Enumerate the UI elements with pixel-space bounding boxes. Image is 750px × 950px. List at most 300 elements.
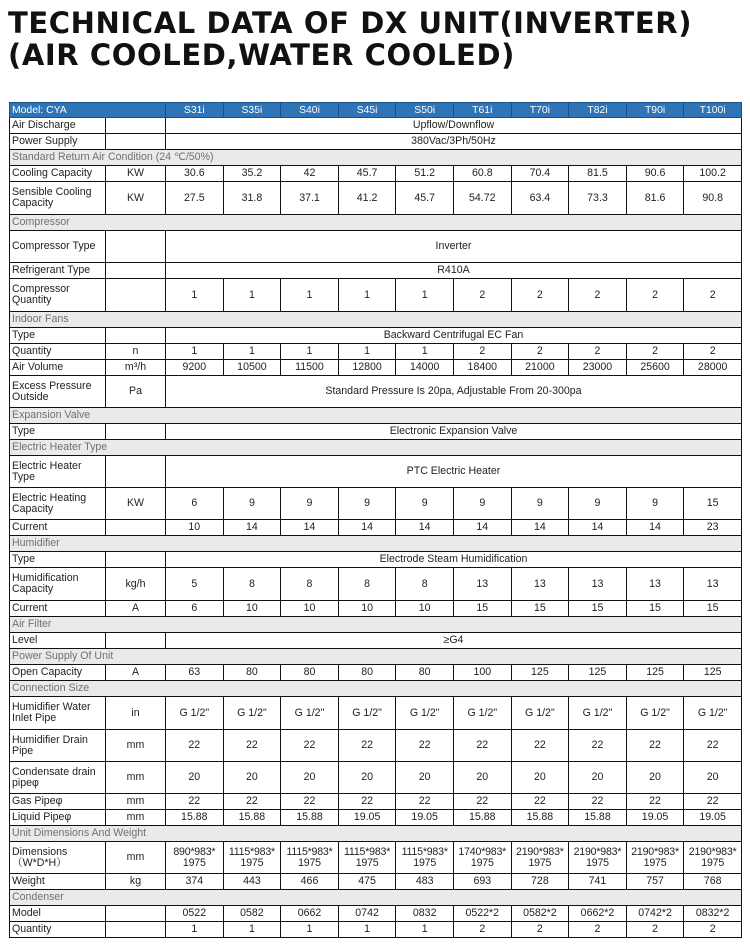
row-value: 1 — [281, 344, 339, 360]
row-value: 9 — [511, 488, 569, 520]
model-cell: T82i — [569, 103, 627, 118]
row-value: 14 — [338, 520, 396, 536]
row-label: Weight — [10, 874, 106, 890]
row-value: 15.88 — [223, 810, 281, 826]
section-row — [10, 649, 742, 665]
page-title-line-1: TECHNICAL DATA OF DX UNIT(INVERTER) — [8, 6, 693, 40]
row-label: Cooling Capacity — [10, 166, 106, 182]
row-value: 18400 — [453, 360, 511, 376]
row-value: 1115*983* 1975 — [281, 842, 339, 874]
row-value: 757 — [626, 874, 684, 890]
row-value: 10 — [223, 601, 281, 617]
row-unit: kg — [106, 874, 166, 890]
table-row — [10, 118, 742, 134]
row-unit: mm — [106, 842, 166, 874]
model-header-cell: Model: CYA — [10, 103, 166, 118]
row-value: 2 — [511, 922, 569, 938]
row-unit: mm — [106, 730, 166, 762]
row-value: 22 — [396, 794, 454, 810]
row-value: 19.05 — [396, 810, 454, 826]
section-title: Expansion Valve — [10, 408, 742, 424]
row-value: 21000 — [511, 360, 569, 376]
row-value: 890*983* 1975 — [166, 842, 224, 874]
row-value: G 1/2" — [511, 697, 569, 730]
row-value: 14 — [396, 520, 454, 536]
row-value: G 1/2" — [281, 697, 339, 730]
row-value: 22 — [626, 730, 684, 762]
row-value: 19.05 — [626, 810, 684, 826]
section-row — [10, 150, 742, 166]
row-value: 1 — [166, 279, 224, 312]
row-label: Model — [10, 906, 106, 922]
row-value: 0832 — [396, 906, 454, 922]
row-label: Air Discharge — [10, 118, 106, 134]
row-value: 9 — [396, 488, 454, 520]
table-row — [10, 134, 742, 150]
row-value: 90.8 — [684, 182, 742, 215]
row-value: 14 — [281, 520, 339, 536]
row-value: 22 — [511, 794, 569, 810]
model-cell: T90i — [626, 103, 684, 118]
section-row — [10, 617, 742, 633]
row-value: 14 — [511, 520, 569, 536]
row-value: 22 — [338, 730, 396, 762]
row-value: 13 — [511, 568, 569, 601]
row-label: Humidifier Water Inlet Pipe — [10, 697, 106, 730]
row-label: Electric Heater Type — [10, 456, 106, 488]
row-span-value: 380Vac/3Ph/50Hz — [166, 134, 742, 150]
row-value: 1740*983* 1975 — [453, 842, 511, 874]
row-value: 12800 — [338, 360, 396, 376]
row-label: Compressor Quantity — [10, 279, 106, 312]
table-header-row — [10, 103, 742, 118]
row-value: 2 — [626, 344, 684, 360]
row-value: 60.8 — [453, 166, 511, 182]
row-value: 22 — [684, 794, 742, 810]
row-value: 11500 — [281, 360, 339, 376]
row-value: 22 — [453, 730, 511, 762]
row-label: Current — [10, 520, 106, 536]
section-row — [10, 312, 742, 328]
row-value: 2 — [569, 279, 627, 312]
row-value: 374 — [166, 874, 224, 890]
row-value: 2 — [569, 344, 627, 360]
table-row — [10, 794, 742, 810]
row-unit — [106, 118, 166, 134]
row-value: 13 — [684, 568, 742, 601]
section-title: Electric Heater Type — [10, 440, 742, 456]
table-row — [10, 762, 742, 794]
row-value: 30.6 — [166, 166, 224, 182]
section-title: Connection Size — [10, 681, 742, 697]
row-unit: A — [106, 665, 166, 681]
row-value: 8 — [281, 568, 339, 601]
row-value: 693 — [453, 874, 511, 890]
row-value: G 1/2" — [626, 697, 684, 730]
row-value: 2190*983* 1975 — [626, 842, 684, 874]
row-unit: KW — [106, 166, 166, 182]
row-value: 100 — [453, 665, 511, 681]
row-value: 1 — [281, 279, 339, 312]
row-value: 22 — [281, 730, 339, 762]
row-value: 20 — [223, 762, 281, 794]
row-value: 15.88 — [281, 810, 339, 826]
model-cell: S31i — [166, 103, 224, 118]
row-value: 15.88 — [166, 810, 224, 826]
row-value: 15.88 — [453, 810, 511, 826]
table-row — [10, 360, 742, 376]
row-value: 22 — [626, 794, 684, 810]
row-value: 54.72 — [453, 182, 511, 215]
model-cell: S45i — [338, 103, 396, 118]
row-value: G 1/2" — [569, 697, 627, 730]
section-title: Air Filter — [10, 617, 742, 633]
row-value: 728 — [511, 874, 569, 890]
row-unit — [106, 633, 166, 649]
row-label: Open Capacity — [10, 665, 106, 681]
table-row — [10, 730, 742, 762]
row-value: 1 — [338, 344, 396, 360]
row-value: 41.2 — [338, 182, 396, 215]
row-label: Quantity — [10, 344, 106, 360]
row-value: 9 — [453, 488, 511, 520]
row-label: Compressor Type — [10, 231, 106, 263]
row-span-value: Standard Pressure Is 20pa, Adjustable From 20-300pa — [166, 376, 742, 408]
row-value: 22 — [281, 794, 339, 810]
row-value: 2 — [511, 279, 569, 312]
row-value: 20 — [569, 762, 627, 794]
row-value: 0582*2 — [511, 906, 569, 922]
row-label: Power Supply — [10, 134, 106, 150]
row-value: 2 — [626, 279, 684, 312]
row-unit — [106, 552, 166, 568]
row-value: 22 — [569, 730, 627, 762]
row-value: 8 — [396, 568, 454, 601]
row-span-value: Backward Centrifugal EC Fan — [166, 328, 742, 344]
section-row — [10, 440, 742, 456]
row-label: Electric Heating Capacity — [10, 488, 106, 520]
technical-data-table — [9, 102, 742, 938]
row-unit: n — [106, 344, 166, 360]
row-unit: A — [106, 601, 166, 617]
section-title: Unit Dimensions And Weight — [10, 826, 742, 842]
row-unit — [106, 424, 166, 440]
row-value: 22 — [223, 730, 281, 762]
row-value: 2190*983* 1975 — [569, 842, 627, 874]
row-value: 42 — [281, 166, 339, 182]
row-value: 20 — [684, 762, 742, 794]
row-value: 22 — [338, 794, 396, 810]
row-value: 2 — [684, 922, 742, 938]
row-value: 100.2 — [684, 166, 742, 182]
row-value: 1 — [166, 344, 224, 360]
table-row — [10, 328, 742, 344]
row-value: 31.8 — [223, 182, 281, 215]
row-value: 9 — [626, 488, 684, 520]
row-value: 768 — [684, 874, 742, 890]
row-value: 0662 — [281, 906, 339, 922]
row-value: 22 — [396, 730, 454, 762]
row-unit — [106, 279, 166, 312]
row-value: 51.2 — [396, 166, 454, 182]
row-value: 80 — [223, 665, 281, 681]
row-label: Liquid Pipeφ — [10, 810, 106, 826]
row-value: 63 — [166, 665, 224, 681]
table-row — [10, 552, 742, 568]
row-value: 70.4 — [511, 166, 569, 182]
row-span-value: PTC Electric Heater — [166, 456, 742, 488]
row-value: 19.05 — [684, 810, 742, 826]
row-value: 1115*983* 1975 — [223, 842, 281, 874]
table-row — [10, 231, 742, 263]
section-title: Indoor Fans — [10, 312, 742, 328]
row-value: 22 — [453, 794, 511, 810]
row-value: 9 — [338, 488, 396, 520]
row-value: 14 — [453, 520, 511, 536]
row-unit — [106, 328, 166, 344]
row-unit: mm — [106, 794, 166, 810]
row-value: 35.2 — [223, 166, 281, 182]
row-label: Current — [10, 601, 106, 617]
row-value: 20 — [396, 762, 454, 794]
row-value: 10 — [396, 601, 454, 617]
row-value: 80 — [396, 665, 454, 681]
row-value: 19.05 — [338, 810, 396, 826]
row-value: 8 — [338, 568, 396, 601]
row-value: 20 — [166, 762, 224, 794]
table-row — [10, 665, 742, 681]
row-value: 14000 — [396, 360, 454, 376]
row-value: 2190*983* 1975 — [511, 842, 569, 874]
row-value: 23000 — [569, 360, 627, 376]
section-row — [10, 826, 742, 842]
table-row — [10, 810, 742, 826]
row-value: 2 — [453, 279, 511, 312]
row-value: 475 — [338, 874, 396, 890]
row-value: 22 — [684, 730, 742, 762]
row-label: Humidification Capacity — [10, 568, 106, 601]
row-value: 0582 — [223, 906, 281, 922]
row-value: 125 — [684, 665, 742, 681]
row-unit — [106, 906, 166, 922]
row-value: G 1/2" — [338, 697, 396, 730]
row-label: Excess Pressure Outside — [10, 376, 106, 408]
row-value: 90.6 — [626, 166, 684, 182]
row-value: 15.88 — [569, 810, 627, 826]
row-value: 37.1 — [281, 182, 339, 215]
row-value: 1 — [338, 922, 396, 938]
section-title: Standard Return Air Condition (24 ℃/50%) — [10, 150, 742, 166]
row-value: 2 — [569, 922, 627, 938]
row-value: 9 — [281, 488, 339, 520]
row-label: Condensate drain pipeφ — [10, 762, 106, 794]
table-row — [10, 376, 742, 408]
row-unit: in — [106, 697, 166, 730]
row-value: 45.7 — [338, 166, 396, 182]
row-unit: KW — [106, 488, 166, 520]
row-label: Air Volume — [10, 360, 106, 376]
row-value: 45.7 — [396, 182, 454, 215]
table-row — [10, 424, 742, 440]
row-value: 22 — [166, 794, 224, 810]
row-unit — [106, 520, 166, 536]
table-row — [10, 279, 742, 312]
row-value: 23 — [684, 520, 742, 536]
table-row — [10, 922, 742, 938]
row-label: Dimensions （W*D*H） — [10, 842, 106, 874]
row-value: 5 — [166, 568, 224, 601]
model-cell: T70i — [511, 103, 569, 118]
row-unit — [106, 263, 166, 279]
row-value: 80 — [338, 665, 396, 681]
row-value: 1 — [396, 344, 454, 360]
row-span-value: Electronic Expansion Valve — [166, 424, 742, 440]
row-value: 125 — [569, 665, 627, 681]
row-unit — [106, 456, 166, 488]
row-value: 1 — [223, 922, 281, 938]
row-value: G 1/2" — [453, 697, 511, 730]
row-value: G 1/2" — [684, 697, 742, 730]
row-unit: mm — [106, 762, 166, 794]
row-value: 10 — [166, 520, 224, 536]
section-row — [10, 681, 742, 697]
row-value: 741 — [569, 874, 627, 890]
row-value: 13 — [453, 568, 511, 601]
row-unit: mm — [106, 810, 166, 826]
row-value: 1115*983* 1975 — [396, 842, 454, 874]
row-value: 14 — [569, 520, 627, 536]
row-value: 20 — [626, 762, 684, 794]
table-row — [10, 344, 742, 360]
section-title: Humidifier — [10, 536, 742, 552]
section-row — [10, 536, 742, 552]
row-unit — [106, 134, 166, 150]
row-value: 25600 — [626, 360, 684, 376]
table-row — [10, 520, 742, 536]
table-row — [10, 568, 742, 601]
row-value: 15 — [684, 601, 742, 617]
table-row — [10, 456, 742, 488]
row-value: G 1/2" — [223, 697, 281, 730]
row-label: Gas Pipeφ — [10, 794, 106, 810]
row-label: Type — [10, 424, 106, 440]
row-value: 1 — [338, 279, 396, 312]
row-value: 6 — [166, 488, 224, 520]
row-value: 15 — [511, 601, 569, 617]
row-value: 0832*2 — [684, 906, 742, 922]
model-cell: S40i — [281, 103, 339, 118]
row-value: 28000 — [684, 360, 742, 376]
row-span-value: Inverter — [166, 231, 742, 263]
row-value: 443 — [223, 874, 281, 890]
row-value: 15 — [684, 488, 742, 520]
model-cell: S50i — [396, 103, 454, 118]
table-row — [10, 633, 742, 649]
row-value: 22 — [223, 794, 281, 810]
row-label: Level — [10, 633, 106, 649]
row-value: 20 — [511, 762, 569, 794]
section-title: Condenser — [10, 890, 742, 906]
section-row — [10, 215, 742, 231]
row-value: 20 — [453, 762, 511, 794]
row-span-value: Electrode Steam Humidification — [166, 552, 742, 568]
row-unit: Pa — [106, 376, 166, 408]
row-value: 2 — [684, 279, 742, 312]
row-value: 13 — [626, 568, 684, 601]
row-value: 0522*2 — [453, 906, 511, 922]
row-value: 466 — [281, 874, 339, 890]
table-row — [10, 906, 742, 922]
row-unit — [106, 231, 166, 263]
row-label: Quantity — [10, 922, 106, 938]
model-cell: T61i — [453, 103, 511, 118]
row-value: 14 — [223, 520, 281, 536]
row-value: 80 — [281, 665, 339, 681]
row-value: 1 — [223, 279, 281, 312]
row-value: 15 — [626, 601, 684, 617]
table-row — [10, 182, 742, 215]
row-value: 0742 — [338, 906, 396, 922]
row-value: 10 — [338, 601, 396, 617]
table-row — [10, 166, 742, 182]
row-value: 13 — [569, 568, 627, 601]
row-value: 22 — [569, 794, 627, 810]
row-span-value: Upflow/Downflow — [166, 118, 742, 134]
row-value: 0522 — [166, 906, 224, 922]
row-value: 2 — [453, 344, 511, 360]
row-value: 1 — [396, 922, 454, 938]
row-value: 73.3 — [569, 182, 627, 215]
row-value: 9 — [569, 488, 627, 520]
row-value: G 1/2" — [166, 697, 224, 730]
row-unit: KW — [106, 182, 166, 215]
row-value: 2 — [511, 344, 569, 360]
row-value: G 1/2" — [396, 697, 454, 730]
row-value: 0662*2 — [569, 906, 627, 922]
row-unit — [106, 922, 166, 938]
row-value: 81.6 — [626, 182, 684, 215]
row-value: 1115*983* 1975 — [338, 842, 396, 874]
row-value: 125 — [626, 665, 684, 681]
row-value: 63.4 — [511, 182, 569, 215]
section-row — [10, 890, 742, 906]
row-label: Type — [10, 328, 106, 344]
row-label: Type — [10, 552, 106, 568]
model-cell: S35i — [223, 103, 281, 118]
row-value: 2 — [626, 922, 684, 938]
row-value: 483 — [396, 874, 454, 890]
row-value: 2 — [684, 344, 742, 360]
row-unit: kg/h — [106, 568, 166, 601]
row-value: 9200 — [166, 360, 224, 376]
row-value: 81.5 — [569, 166, 627, 182]
section-row — [10, 408, 742, 424]
page-title-line-2: (AIR COOLED,WATER COOLED) — [8, 38, 515, 72]
row-span-value: ≥G4 — [166, 633, 742, 649]
row-label: Sensible Cooling Capacity — [10, 182, 106, 215]
row-value: 20 — [338, 762, 396, 794]
row-value: 15.88 — [511, 810, 569, 826]
row-value: 2 — [453, 922, 511, 938]
row-value: 0742*2 — [626, 906, 684, 922]
model-cell: T100i — [684, 103, 742, 118]
row-value: 1 — [281, 922, 339, 938]
row-value: 10 — [281, 601, 339, 617]
row-value: 14 — [626, 520, 684, 536]
row-value: 1 — [166, 922, 224, 938]
row-value: 15 — [569, 601, 627, 617]
row-value: 27.5 — [166, 182, 224, 215]
